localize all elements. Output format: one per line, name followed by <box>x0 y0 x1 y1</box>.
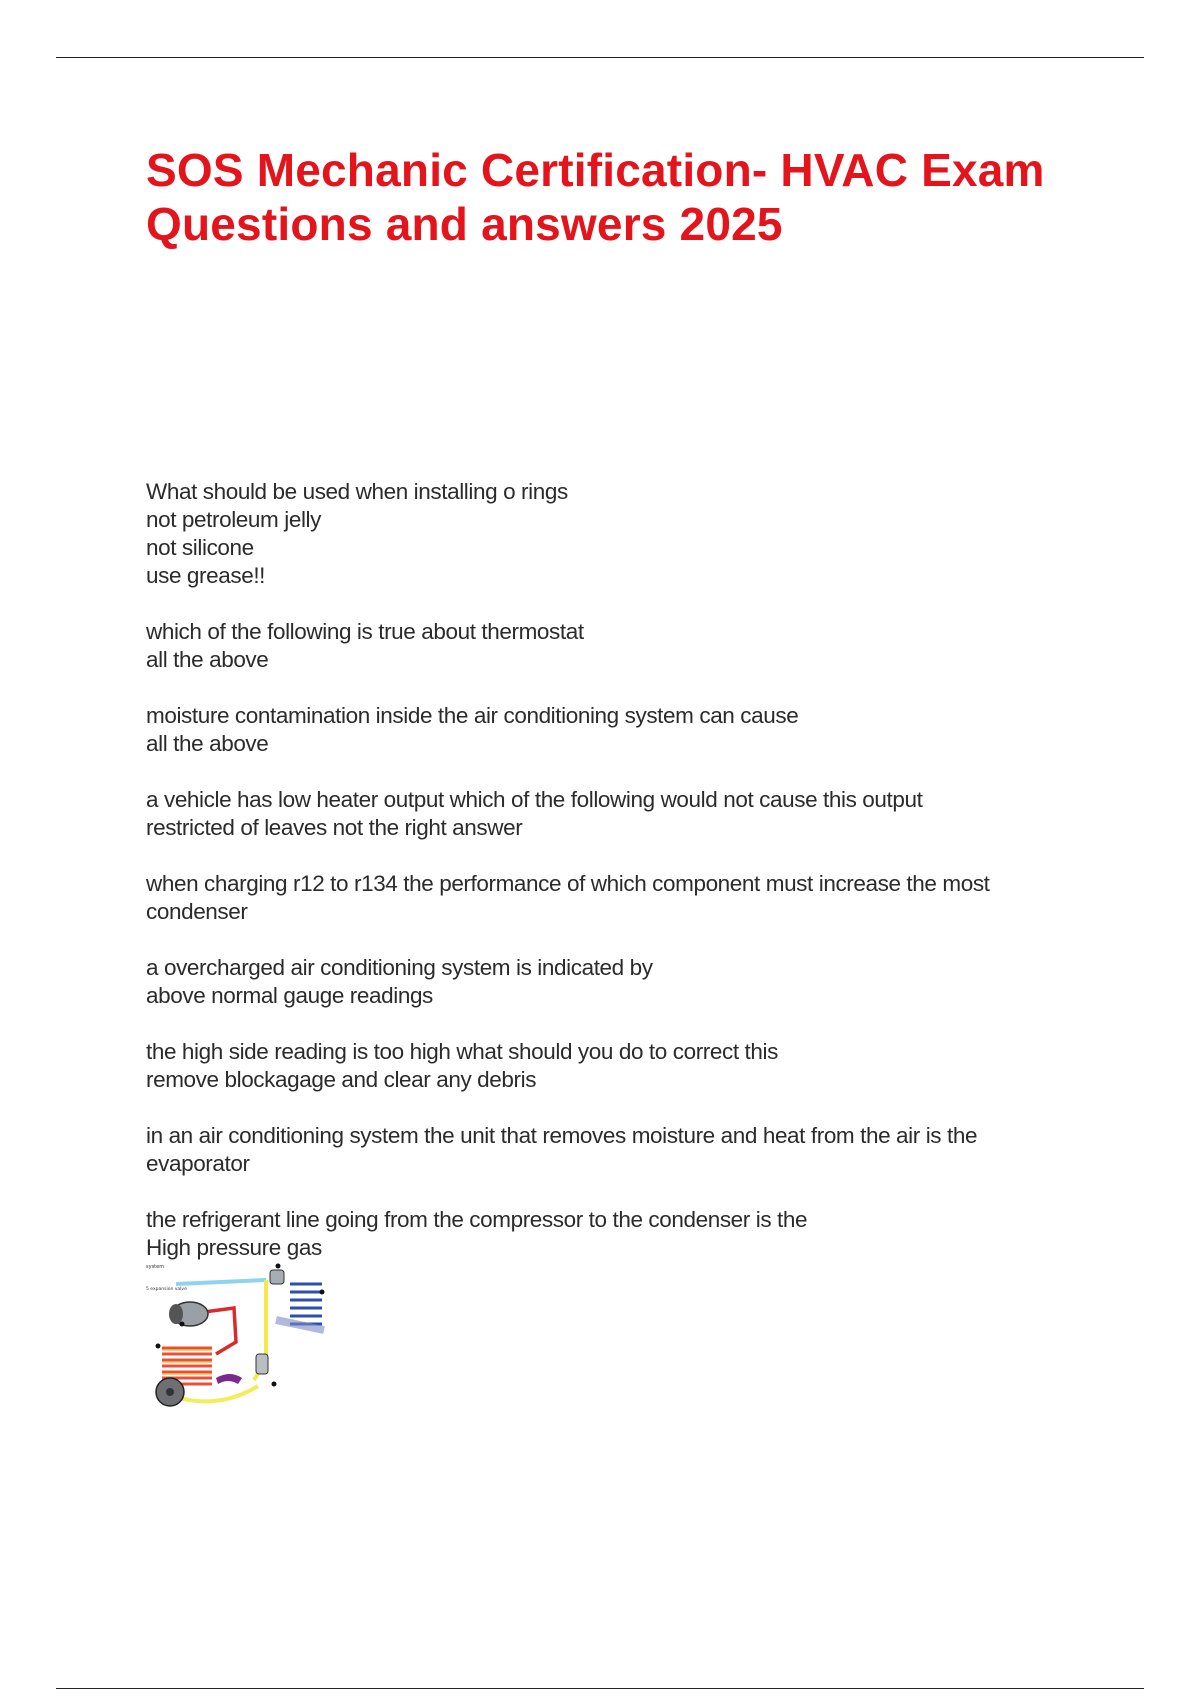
compressor-clutch <box>169 1304 183 1324</box>
question-text: a vehicle has low heater output which of the following would not cause this output <box>146 787 923 812</box>
title-line-2: Questions and answers 2025 <box>146 198 783 250</box>
ac-system-diagram <box>146 1262 330 1418</box>
qa-item <box>146 870 1106 926</box>
question-text: a overcharged air conditioning system is indicated by <box>146 955 653 980</box>
document-title <box>146 143 1106 251</box>
heat-flow-arrow <box>216 1374 242 1384</box>
answer-text: restricted of leaves not the right answer <box>146 815 523 840</box>
marker-2 <box>156 1344 161 1349</box>
answer-text: condenser <box>146 899 248 924</box>
marker-3 <box>272 1382 277 1387</box>
ac-system-diagram-svg <box>146 1262 330 1418</box>
receiver-drier-icon <box>256 1354 268 1374</box>
bottom-rule <box>56 1688 1144 1689</box>
answer-text: use grease!! <box>146 563 266 588</box>
question-text: when charging r12 to r134 the performance of which component must increase the most <box>146 871 990 896</box>
question-text: which of the following is true about thermostat <box>146 619 584 644</box>
diagram-caption-system: system <box>146 1264 165 1270</box>
diagram-caption-valve: 5 expansion valve <box>146 1287 187 1292</box>
qa-item <box>146 478 1106 590</box>
qa-item <box>146 1206 1106 1262</box>
marker-1 <box>180 1322 185 1327</box>
top-rule <box>56 57 1144 58</box>
qa-item <box>146 1038 1106 1094</box>
answer-text: remove blockagage and clear any debris <box>146 1067 537 1092</box>
compressor-icon <box>169 1302 208 1326</box>
question-text: the refrigerant line going from the compressor to the condenser is the <box>146 1207 808 1232</box>
question-text: the high side reading is too high what should you do to correct this <box>146 1039 778 1064</box>
drier-body <box>256 1354 268 1374</box>
low-pressure-line <box>176 1280 266 1284</box>
answer-text: not petroleum jelly <box>146 507 321 532</box>
marker-5 <box>320 1290 325 1295</box>
answer-text: above normal gauge readings <box>146 983 433 1008</box>
fan-hub <box>166 1388 174 1396</box>
question-text: moisture contamination inside the air conditioning system can cause <box>146 703 799 728</box>
title-line-1: SOS Mechanic Certification- HVAC Exam <box>146 144 1045 196</box>
valve-body <box>270 1270 284 1284</box>
qa-item <box>146 786 1106 842</box>
qa-item <box>146 954 1106 1010</box>
answer-text: High pressure gas <box>146 1235 322 1260</box>
marker-4 <box>276 1264 281 1269</box>
qa-item <box>146 618 1106 674</box>
answer-text: all the above <box>146 731 269 756</box>
question-text: What should be used when installing o rings <box>146 479 568 504</box>
question-text: in an air conditioning system the unit that removes moisture and heat from the air is the <box>146 1123 978 1148</box>
qa-item <box>146 1122 1106 1178</box>
qa-item <box>146 702 1106 758</box>
qa-list <box>146 478 1106 1290</box>
evaporator-icon <box>276 1280 324 1332</box>
fan-icon <box>156 1378 184 1406</box>
answer-text: all the above <box>146 647 269 672</box>
answer-text: not silicone <box>146 535 254 560</box>
answer-text: evaporator <box>146 1151 250 1176</box>
expansion-valve-icon <box>270 1270 284 1284</box>
